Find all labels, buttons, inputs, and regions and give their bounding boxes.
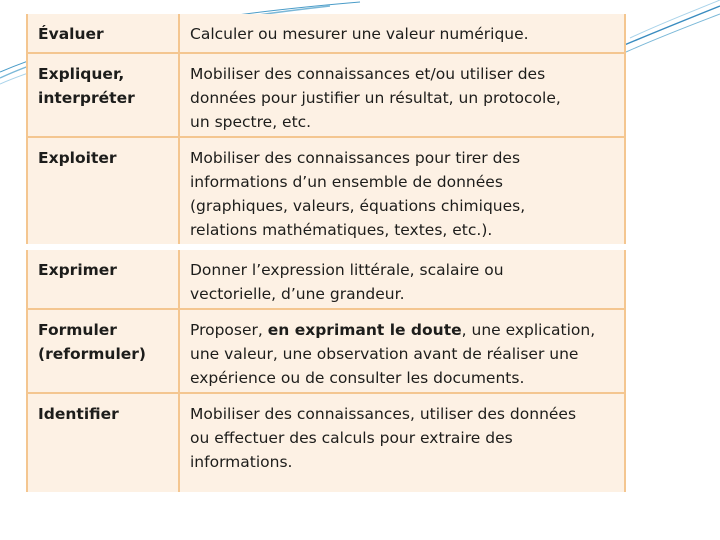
definition-text: Proposer, — [190, 321, 268, 339]
definition-emphasis: en exprimant le doute — [267, 321, 462, 339]
definition-cell: Mobiliser des connaissances, utiliser des données ou effectuer des calculs pour extraire des informations. — [190, 405, 577, 471]
table-row — [28, 54, 624, 138]
definition-cell — [180, 310, 624, 392]
table-row — [28, 310, 624, 394]
term-cell: Identifier — [28, 394, 180, 492]
definitions-table-top — [26, 14, 626, 244]
table-row — [28, 14, 624, 54]
definition-text: , une explication, une valeur, une observation avant de réaliser une expérience ou de consulter les documents. — [190, 321, 596, 387]
table-row — [28, 138, 624, 244]
definition-cell: Mobiliser des connaissances pour tirer des informations d’un ensemble de données (graphiques, valeurs, équations chimiques, relations mathématiques, textes, etc.). — [190, 149, 526, 239]
swoosh-right-1 — [622, 6, 720, 46]
definition-cell: Donner l’expression littérale, scalaire ou vectorielle, d’une grandeur. — [190, 261, 504, 303]
term-cell: Expliquer, interpréter — [28, 54, 180, 136]
table-row — [28, 250, 624, 310]
term-cell: Exploiter — [28, 138, 180, 244]
term-cell: Évaluer — [28, 14, 180, 52]
term-cell: Exprimer — [28, 250, 180, 308]
definitions-table-bottom — [26, 250, 626, 492]
term-cell: Formuler (reformuler) — [28, 310, 180, 392]
table-row — [28, 394, 624, 492]
definition-cell: Mobiliser des connaissances et/ou utiliser des données pour justifier un résultat, un protocole, un spectre, etc. — [190, 65, 561, 131]
definition-cell: Calculer ou mesurer une valeur numérique. — [190, 25, 529, 43]
